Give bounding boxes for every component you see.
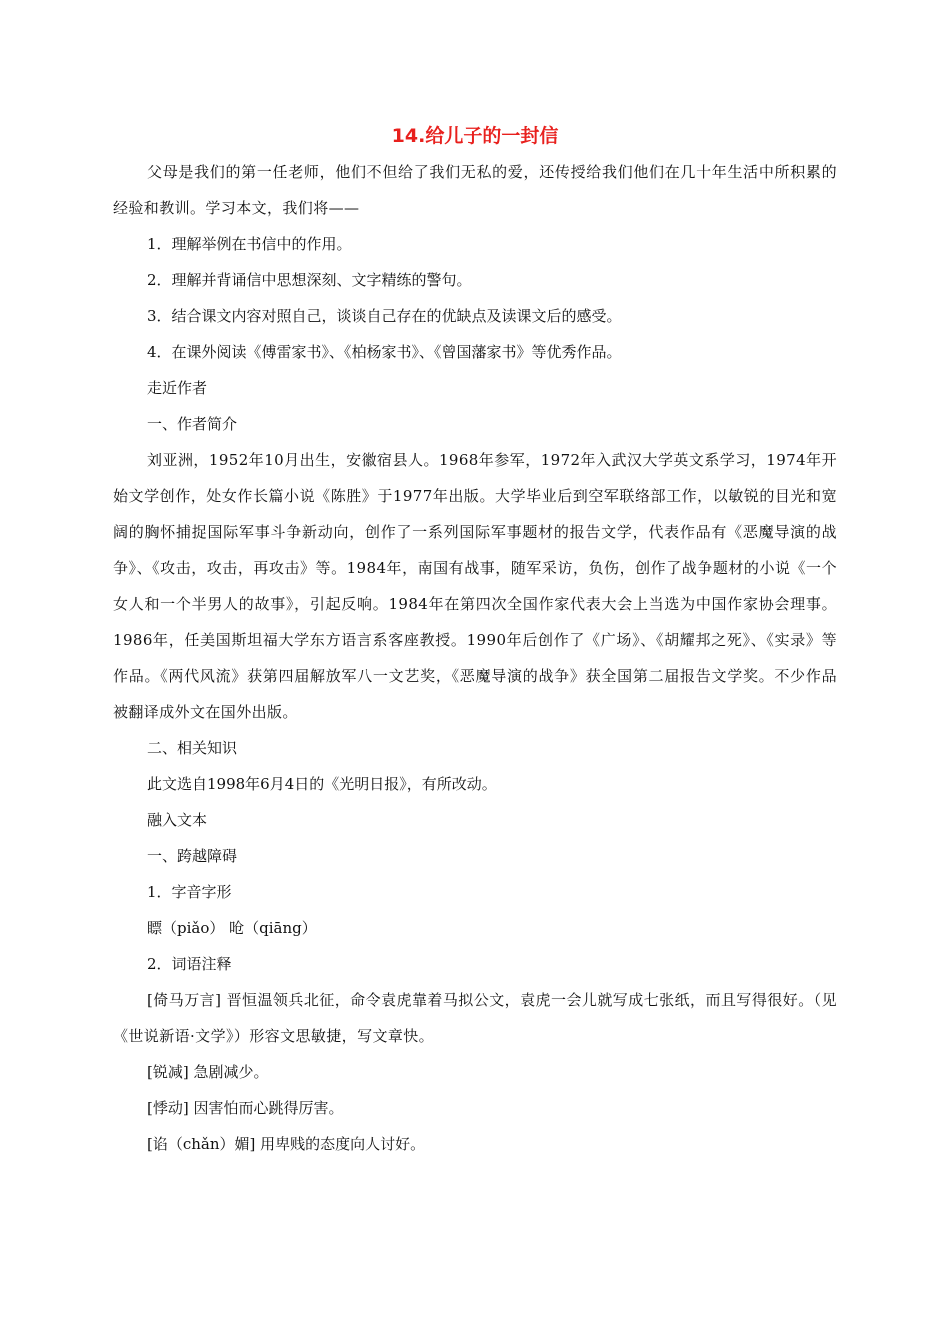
section-heading-text: 融入文本	[147, 811, 208, 829]
vocabulary-entry: [倚马万言] 晋恒温领兵北征，命令袁虎靠着马拟公文，袁虎一会儿就写成七张纸，而且写得很好。（见《世说新语·文学》）形容文思敏捷，写文章快。	[113, 991, 837, 1045]
vocabulary-entry: [悸动] 因害怕而心跳得厉害。	[147, 1099, 344, 1117]
vocabulary-heading: 2．词语注释	[147, 955, 232, 973]
document-title: 14.给儿子的一封信	[391, 125, 559, 147]
learning-goal: 3．结合课文内容对照自己，谈谈自己存在的优缺点及读课文后的感受。	[147, 307, 622, 325]
author-bio-paragraph: 刘亚洲，1952年10月出生，安徽宿县人。1968年参军，1972年入武汉大学英文系学习，1974年开始文学创作，处女作长篇小说《陈胜》于1977年出版。大学毕业后到空军联络部工作，以敏锐的目光和宽阔的胸怀捕捉国际军事斗争新动向，创作了一系列国际军事题材的报告文学，代表作品有《恶魔导演的战争》、《攻击，攻击，再攻击》等。1984年，南国有战事，随军采访，负伤，创作了战争题材的小说《一个女人和一个半男人的故事》，引起反响。1984年在第四次全国作家代表大会上当选为中国作家协会理事。1986年，任美国斯坦福大学东方语言系客座教授。1990年后创作了《广场》、《胡耀邦之死》、《实录》等作品。《两代风流》获第四届解放军八一文艺奖，《恶魔导演的战争》获全国第二届报告文学奖。不少作品被翻译成外文在国外出版。	[113, 451, 837, 721]
learning-goal: 1．理解举例在书信中的作用。	[147, 235, 352, 253]
vocabulary-entry: [谄（chǎn）媚] 用卑贱的态度向人讨好。	[147, 1135, 426, 1153]
document-body	[113, 154, 837, 1162]
barrier-heading: 一、跨越障碍	[147, 847, 238, 865]
pronunciation-text: 瞟（piǎo） 呛（qiāng）	[147, 919, 317, 937]
section-heading-author: 走近作者	[147, 379, 208, 397]
learning-goal: 2．理解并背诵信中思想深刻、文字精练的警句。	[147, 271, 472, 289]
document-page	[113, 118, 837, 1162]
learning-goal: 4．在课外阅读《傅雷家书》、《柏杨家书》、《曾国藩家书》等优秀作品。	[147, 343, 622, 361]
related-knowledge-text: 此文选自1998年6月4日的《光明日报》，有所改动。	[147, 775, 497, 793]
author-intro-heading: 一、作者简介	[147, 415, 238, 433]
pronunciation-heading: 1．字音字形	[147, 883, 232, 901]
related-knowledge-heading: 二、相关知识	[147, 739, 238, 757]
intro-paragraph: 父母是我们的第一任老师，他们不但给了我们无私的爱，还传授给我们他们在几十年生活中所积累的经验和教训。学习本文，我们将——	[113, 163, 837, 217]
vocabulary-entry: [锐减] 急剧减少。	[147, 1063, 269, 1081]
